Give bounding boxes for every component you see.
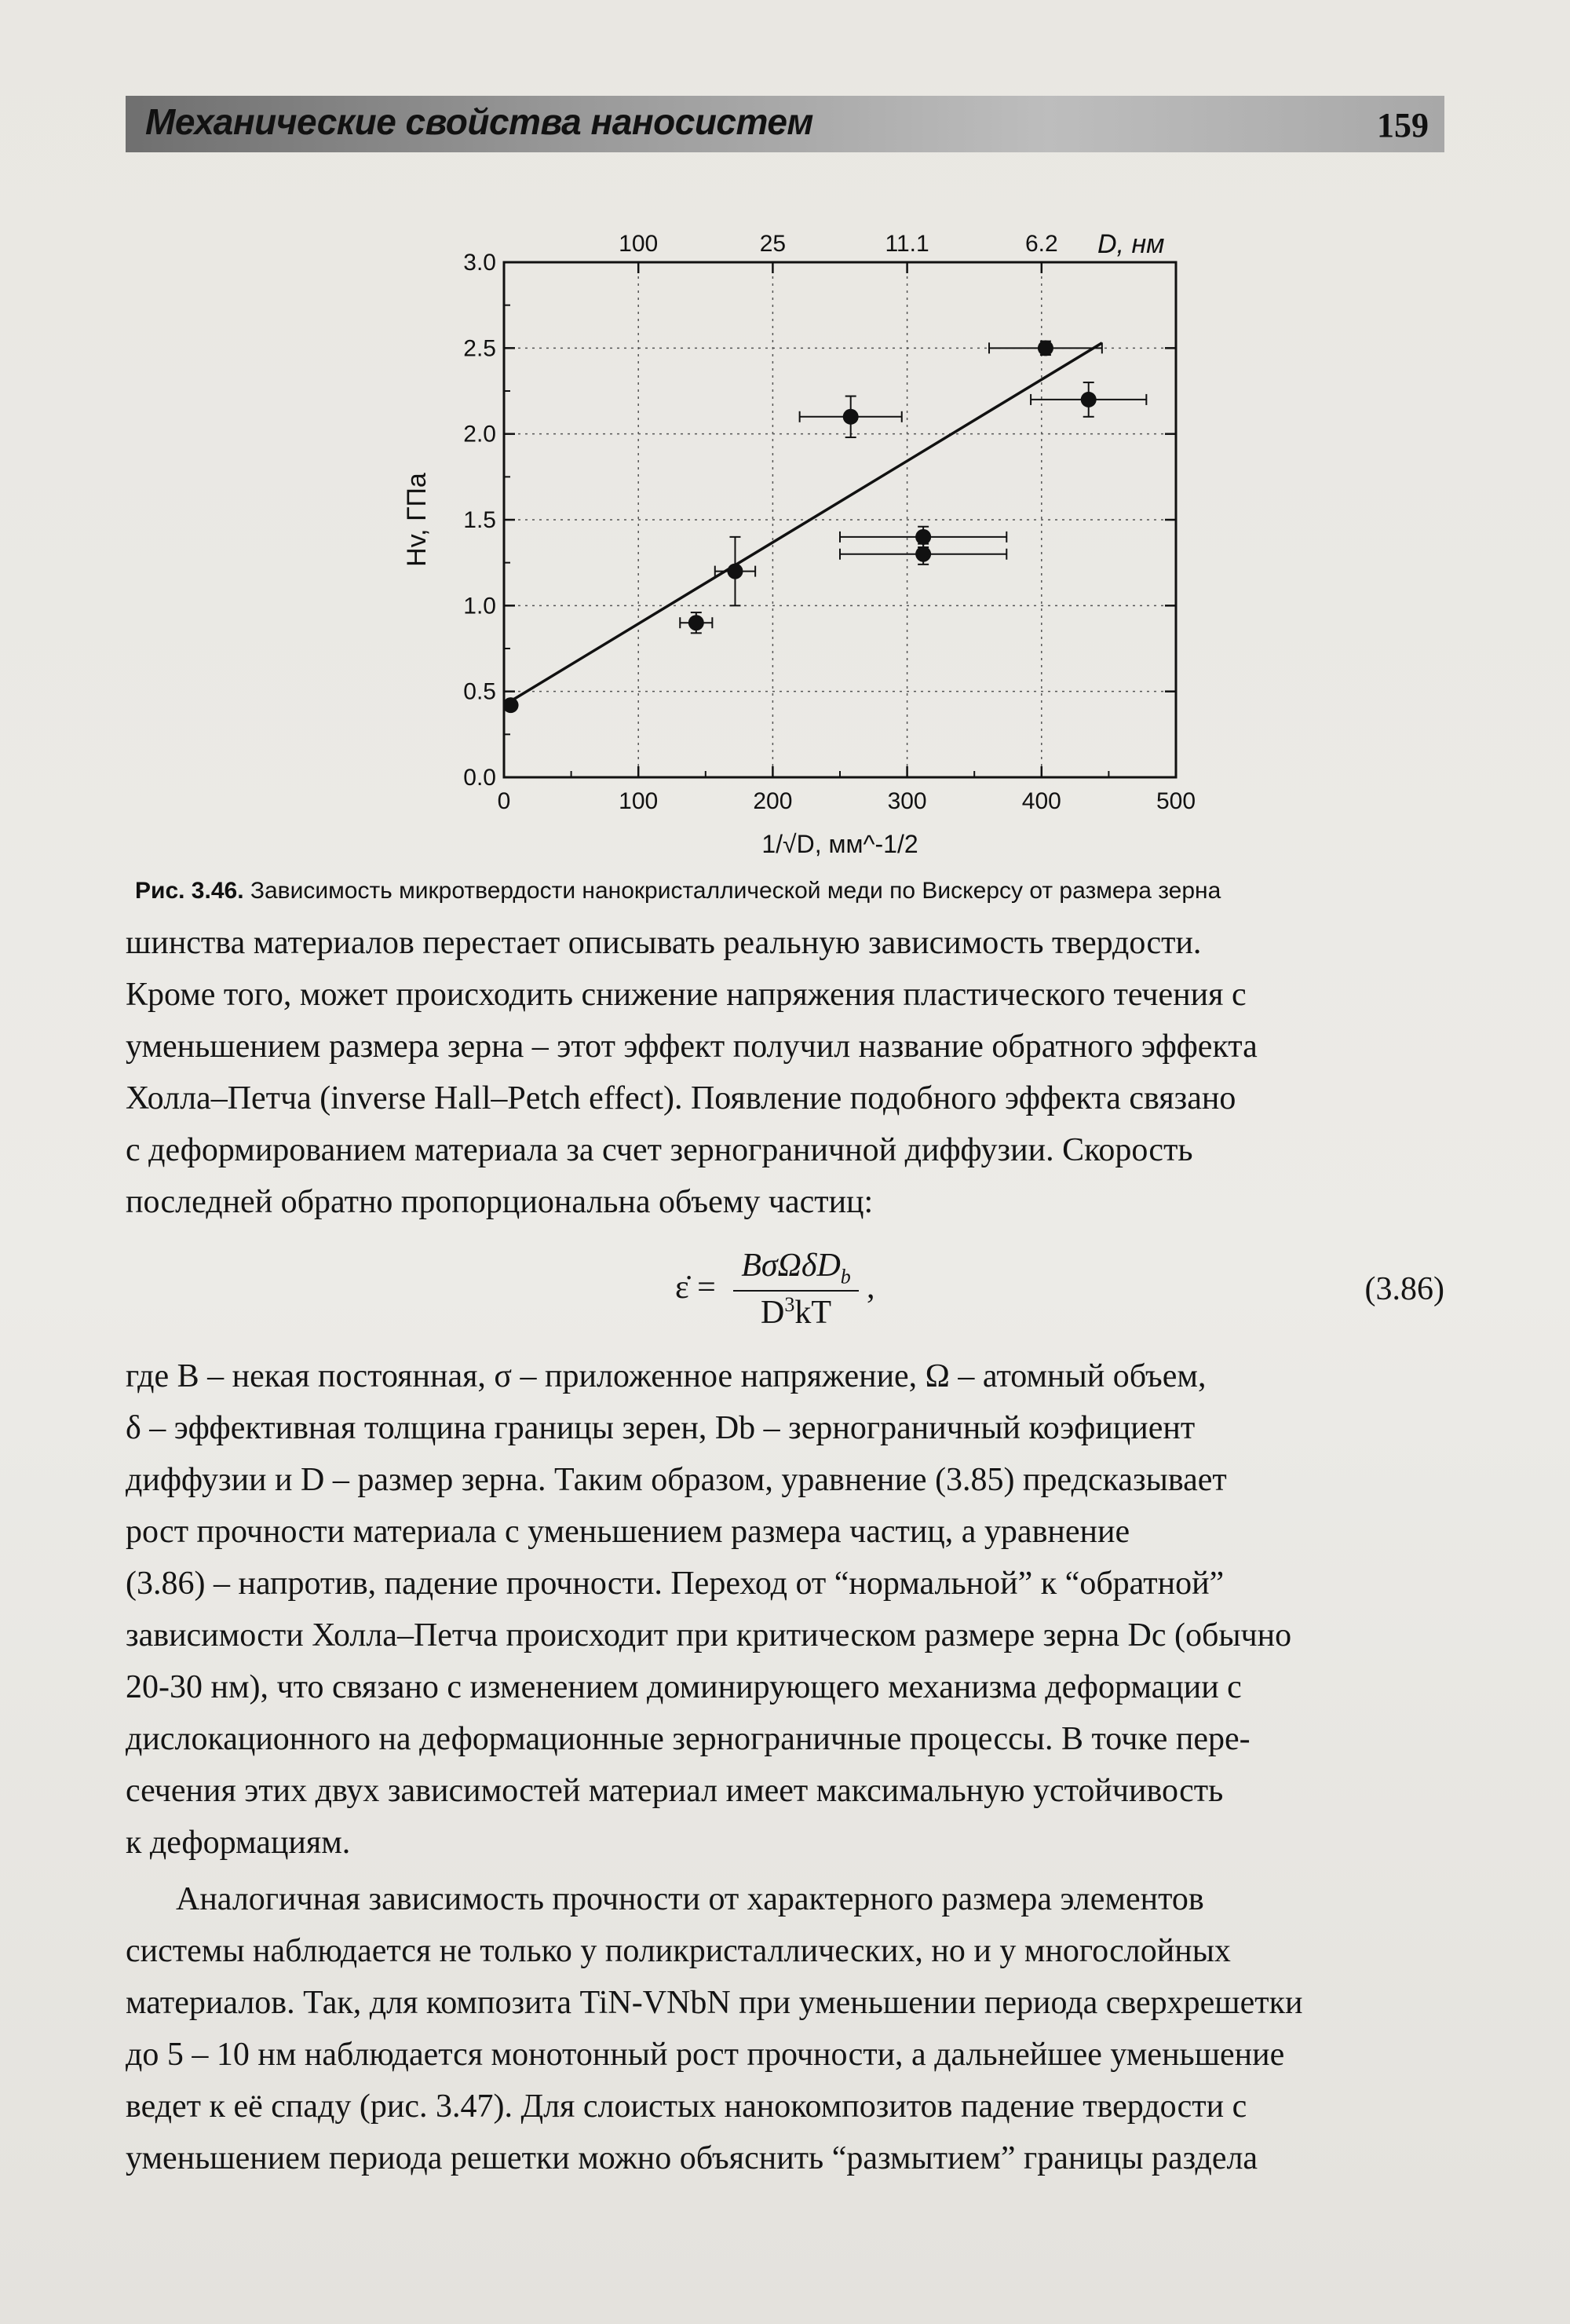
text-line: диффузии и D – размер зерна. Таким образом, уравнение (3.85) предсказывает [126,1462,1227,1498]
running-header-title: Механические свойства наносистем [145,101,813,142]
y-tick-label: 0.0 [463,765,496,791]
equation-denominator-text: D [761,1295,785,1332]
top-axis-label: D, нм [1097,229,1165,259]
x-tick-label: 100 [619,788,659,814]
text-line: Кроме того, может происходить снижение напряжения пластического течения с [126,977,1247,1013]
text-line: 20-30 нм), что связано с изменением доминирующего механизма деформации с [126,1669,1242,1705]
y-axis-label: Hv, ГПа [402,473,432,567]
top-tick-label: 100 [619,231,659,257]
text-line: дислокационного на деформационные зернограничные процессы. В точке пере- [126,1721,1251,1757]
y-tick-label: 2.0 [463,421,496,448]
equation-numerator [733,1247,859,1292]
fit-line [504,343,1102,705]
text-line: последней обратно пропорциональна объему частиц: [126,1184,874,1220]
text-line: до 5 – 10 нм наблюдается монотонный рост прочности, а дальнейшее уменьшение [126,2037,1285,2073]
top-tick-label: 11.1 [885,231,929,257]
paragraph-3 [126,1873,1444,2184]
data-point [688,615,704,630]
figure-caption-label: Рис. 3.46. [135,878,244,904]
data-point [1038,340,1053,356]
text-line: δ – эффективная толщина границы зерен, Db – зернограничный коэфициент [126,1410,1196,1446]
text-line: к деформациям. [126,1825,351,1861]
y-tick-label: 0.5 [463,678,496,705]
text-line: (3.86) – напротив, падение прочности. Переход от “нормальной” к “обратной” [126,1566,1225,1602]
y-tick-label: 1.0 [463,593,496,619]
y-tick-label: 1.5 [463,507,496,533]
text-line: ведет к её спаду (рис. 3.47). Для слоистых нанокомпозитов падение твердости с [126,2088,1247,2125]
text-line: уменьшением периода решетки можно объяснить “размытием” границы раздела [126,2140,1258,2176]
hardness-vs-grain-size-chart [338,214,1217,865]
data-point [915,546,931,562]
text-line: Аналогичная зависимость прочности от характерного размера элементов [176,1881,1204,1917]
figure-caption-text: Зависимость микротвердости нанокристаллической меди по Вискерсу от размера зерна [250,878,1221,904]
text-line: где B – некая постоянная, σ – приложенное напряжение, Ω – атомный объем, [126,1358,1207,1394]
equation-3-86 [675,1247,875,1332]
equation-numerator-subscript: b [840,1265,851,1288]
equation-fraction [733,1247,859,1332]
x-tick-label: 200 [753,788,793,814]
data-point [503,697,519,713]
top-tick-label: 6.2 [1024,231,1058,257]
text-line: материалов. Так, для композита TiN-VNbN при уменьшении периода сверхрешетки [126,1985,1303,2021]
x-axis-label: 1/√D, мм^-1/2 [761,830,918,858]
text-line: с деформированием материала за счет зернограничной диффузии. Скорость [126,1132,1193,1168]
equation-numerator-text: BσΩδD [741,1248,841,1284]
equation-denominator-rest: kT [794,1295,831,1332]
equation-lhs: ε̇ = [675,1270,716,1306]
x-tick-label: 500 [1156,788,1196,814]
data-point [915,529,931,545]
y-tick-label: 2.5 [463,335,496,362]
page-number: 159 [1377,106,1429,144]
text-line: системы наблюдается не только у поликристаллических, но и у многослойных [126,1933,1231,1969]
text-line: уменьшением размера зерна – этот эффект получил название обратного эффекта [126,1029,1258,1065]
x-tick-label: 400 [1021,788,1061,814]
paragraph-2 [126,1350,1444,1869]
paragraph-1 [126,917,1444,1228]
equation-number: (3.86) [1364,1271,1444,1307]
top-tick-label: 25 [759,231,787,257]
y-tick-label: 3.0 [463,250,496,276]
text-line: шинства материалов перестает описывать реальную зависимость твердости. [126,925,1202,961]
data-point [1081,392,1097,407]
x-tick-label: 0 [497,788,511,814]
equation-denominator [733,1292,859,1332]
figure-caption [135,878,1438,904]
text-line: зависимости Холла–Петча происходит при критическом размере зерна Dc (обычно [126,1617,1292,1653]
data-point [727,564,743,579]
data-point [843,409,859,425]
equation-denominator-exponent: 3 [784,1293,795,1317]
text-line: сечения этих двух зависимостей материал имеет максимальную устойчивость [126,1773,1224,1809]
x-tick-label: 300 [887,788,927,814]
text-line: рост прочности материала с уменьшением размера частиц, а уравнение [126,1514,1130,1550]
equation-comma: , [867,1270,875,1306]
text-line: Холла–Петча (inverse Hall–Petch effect). Появление подобного эффекта связано [126,1080,1236,1116]
